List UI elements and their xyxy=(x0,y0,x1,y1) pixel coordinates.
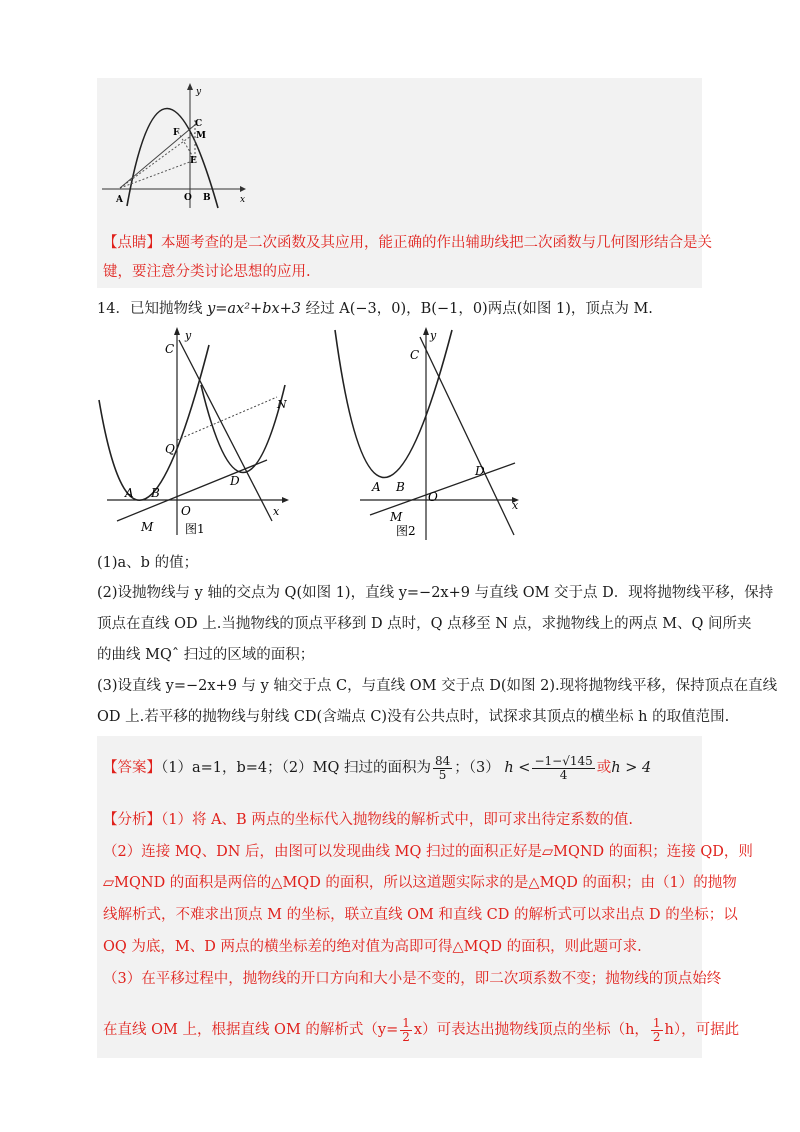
svg-text:y: y xyxy=(196,87,202,97)
analysis-line-7: 在直线 OM 上，根据直线 OM 的解析式（y= $\frac{1}{2}$ x）可表达出抛物线顶点的坐标（h， $\frac{1}{2}$ h），可据此 xyxy=(103,1015,740,1044)
question-2-line-2: 顶点在直线 OD 上.当抛物线的顶点平移到 D 点时，Q 点移至 N 点，求抛物线上的两点 M、Q 间所夹 xyxy=(97,616,752,632)
answer-line: 【答案】（1）a=1，b=4；（2）MQ 扫过的面积为 $\frac{84}{5}$ ；（3） h < $\frac{-1-√145}{4}$ 或h > 4 xyxy=(103,753,652,782)
svg-text:C: C xyxy=(410,348,420,362)
figure-2 xyxy=(330,325,525,545)
svg-text:D: D xyxy=(230,474,240,488)
top-parabola-figure xyxy=(100,80,250,210)
h-bound-fraction: $\frac{-1-√145}{4}$ xyxy=(534,753,593,782)
question-2-line-3: 的曲线 MQˆ 扫过的区域的面积； xyxy=(97,647,315,663)
svg-text:C: C xyxy=(165,342,175,356)
svg-text:D: D xyxy=(475,464,485,478)
svg-text:O: O xyxy=(428,490,438,504)
svg-text:M: M xyxy=(390,510,403,524)
svg-text:O: O xyxy=(184,193,192,203)
svg-text:y: y xyxy=(430,329,437,342)
answer-tag: 【答案】 xyxy=(103,760,161,776)
svg-text:M: M xyxy=(196,131,206,141)
svg-text:x: x xyxy=(512,499,519,512)
svg-text:Q: Q xyxy=(165,442,175,456)
svg-text:C: C xyxy=(195,119,203,129)
comment-line-2: 键，要注意分类讨论思想的应用. xyxy=(103,264,311,280)
comment-tag: 【点睛】 xyxy=(103,235,161,251)
svg-text:A: A xyxy=(125,486,134,500)
svg-text:M: M xyxy=(141,520,154,534)
svg-text:B: B xyxy=(151,486,160,500)
question-3-line-2: OD 上.若平移的抛物线与射线 CD(含端点 C)没有公共点时，试探求其顶点的横坐标 h 的取值范围. xyxy=(97,709,730,725)
svg-text:图2: 图2 xyxy=(396,524,416,538)
analysis-line-4: 线解析式，不难求出顶点 M 的坐标，联立直线 OM 和直线 CD 的解析式可以求出点 D 的坐标；以 xyxy=(103,907,738,923)
analysis-line-1: 【分析】（1）将 A、B 两点的坐标代入抛物线的解析式中，即可求出待定系数的值. xyxy=(103,812,633,828)
svg-text:图1: 图1 xyxy=(185,522,205,536)
svg-text:E: E xyxy=(190,156,197,166)
question-1: (1)a、b 的值； xyxy=(97,555,199,571)
area-fraction: $\frac{84}{5}$ xyxy=(434,753,451,782)
svg-text:B: B xyxy=(203,193,211,203)
svg-text:x: x xyxy=(273,505,280,518)
svg-text:N: N xyxy=(277,398,287,411)
analysis-line-3: ▱MQND 的面积是两倍的△MQD 的面积，所以这道题实际求的是△MQD 的面积；由（1）的抛物 xyxy=(103,875,737,891)
problem-statement: 14．已知抛物线 y=ax²+bx+3 经过 A(−3，0)，B(−1，0)两点(如图 1)，顶点为 M. xyxy=(97,301,653,317)
svg-text:O: O xyxy=(181,504,191,518)
analysis-line-6: （3）在平移过程中，抛物线的开口方向和大小是不变的，即二次项系数不变；抛物线的顶点始终 xyxy=(103,971,722,987)
question-3-line-1: (3)设直线 y=−2x+9 与 y 轴交于点 C，与直线 OM 交于点 D(如图 2).现将抛物线平移，保持顶点在直线 xyxy=(97,678,778,694)
svg-text:A: A xyxy=(116,195,123,205)
svg-text:B: B xyxy=(396,480,405,494)
half-fraction-1: $\frac{1}{2}$ xyxy=(402,1015,410,1044)
svg-text:x: x xyxy=(240,195,246,205)
comment-line-1: 【点睛】本题考查的是二次函数及其应用，能正确的作出辅助线把二次函数与几何图形结合是关 xyxy=(103,235,712,251)
question-2-line-1: (2)设抛物线与 y 轴的交点为 Q(如图 1)，直线 y=−2x+9 与直线 OM 交于点 D．现将抛物线平移，保持 xyxy=(97,585,774,601)
svg-text:F: F xyxy=(173,128,180,138)
svg-text:y: y xyxy=(185,329,192,342)
analysis-line-5: OQ 为底，M、D 两点的横坐标差的绝对值为高即可得△MQD 的面积，则此题可求. xyxy=(103,939,642,955)
analysis-tag: 【分析】 xyxy=(103,812,161,828)
analysis-line-2: （2）连接 MQ、DN 后，由图可以发现曲线 MQ 扫过的面积正好是▱MQND 的面积；连接 QD，则 xyxy=(103,844,753,860)
figure-1 xyxy=(97,325,307,545)
half-fraction-2: $\frac{1}{2}$ xyxy=(652,1015,661,1044)
svg-text:A: A xyxy=(372,480,381,494)
